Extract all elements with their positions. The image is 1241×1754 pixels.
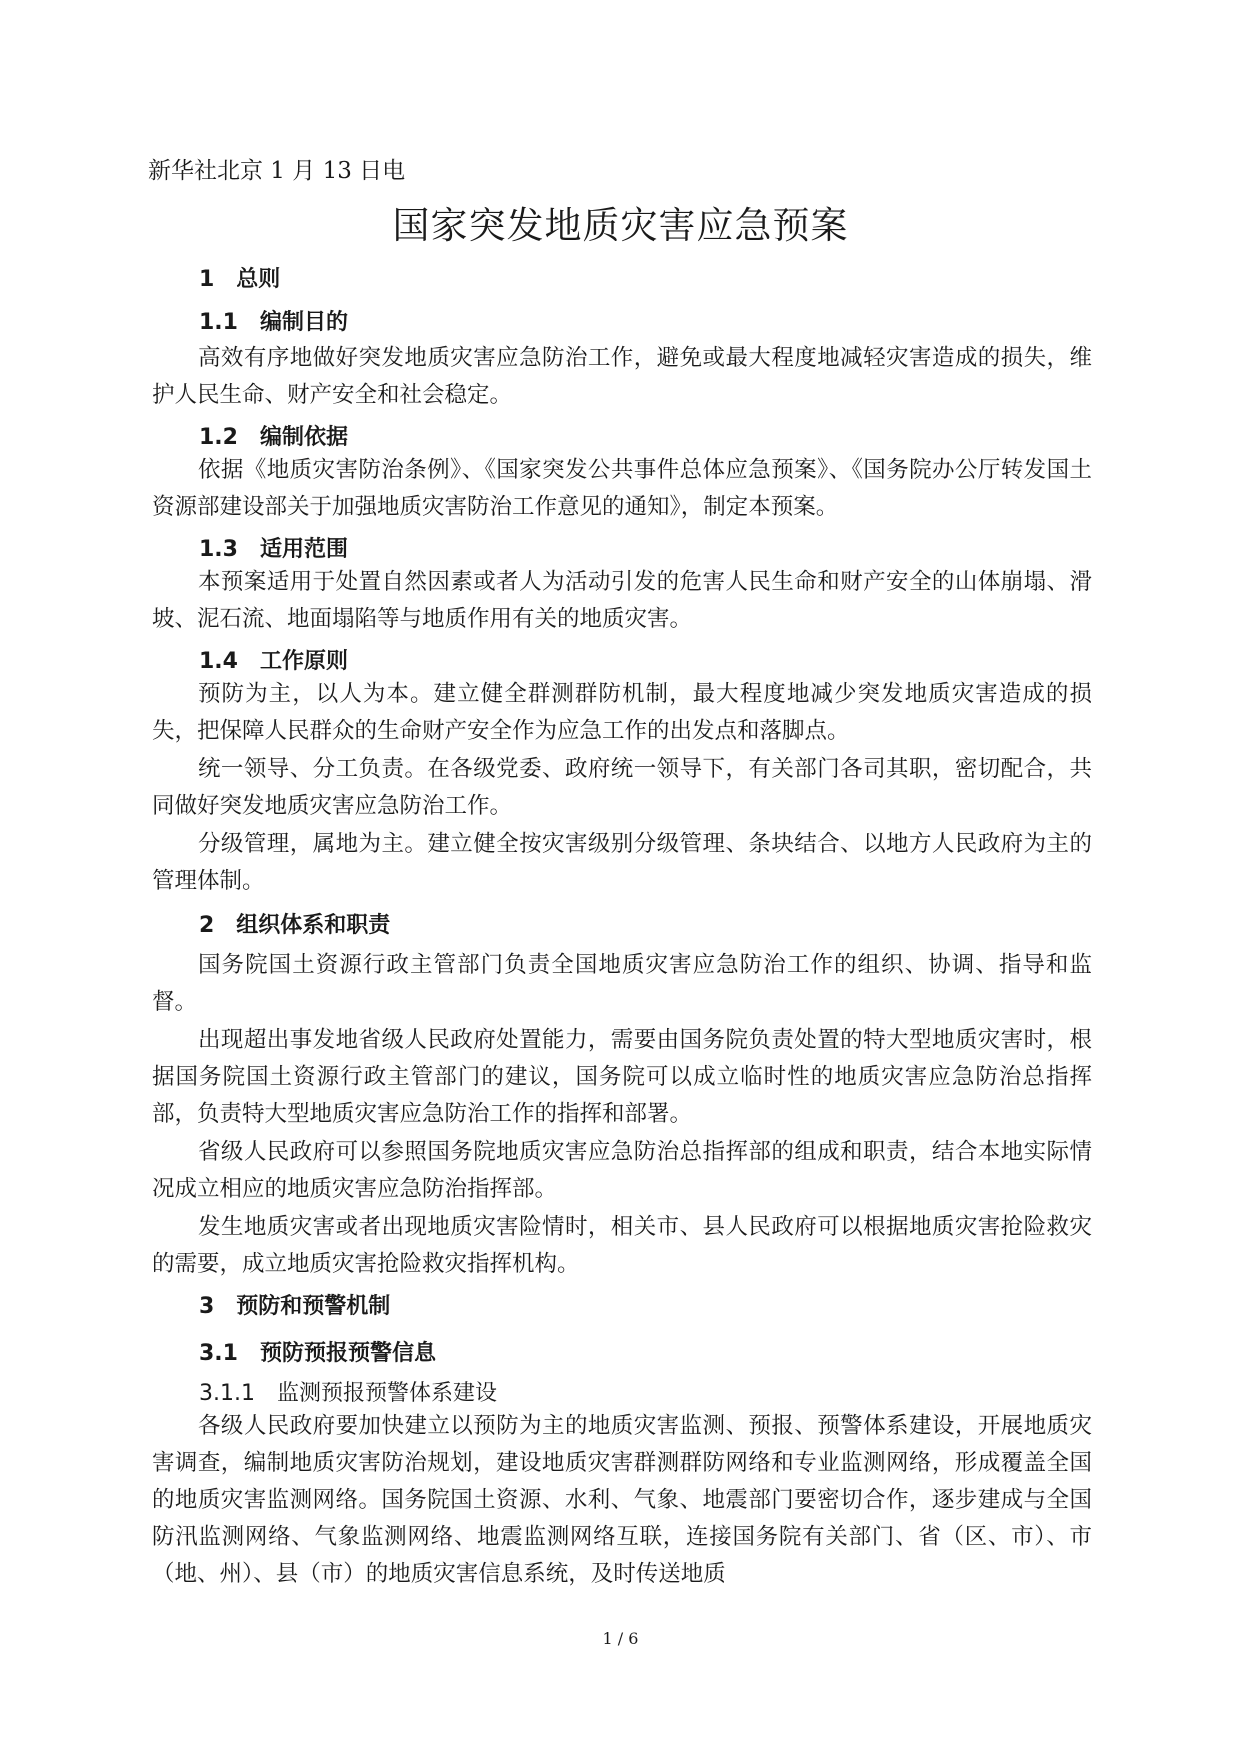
section-heading-3: 3 预防和预警机制 (199, 1294, 391, 1319)
page-number: 1 / 6 (602, 1629, 639, 1648)
paragraph-purpose: 高效有序地做好突发地质灾害应急防治工作，避免或最大程度地减轻灾害造成的损失，维护人民生命、财产安全和社会稳定。 (152, 345, 1092, 408)
section-heading-1-1: 1.1 编制目的 (199, 310, 348, 335)
paragraph-scope: 本预案适用于处置自然因素或者人为活动引发的危害人民生命和财产安全的山体崩塌、滑坡、泥石流、地面塌陷等与地质作用有关的地质灾害。 (152, 569, 1092, 632)
section-heading-2: 2 组织体系和职责 (199, 913, 391, 938)
section-heading-1-3: 1.3 适用范围 (199, 537, 348, 562)
paragraph-org-local: 发生地质灾害或者出现地质灾害险情时，相关市、县人民政府可以根据地质灾害抢险救灾的需要，成立地质灾害抢险救灾指挥机构。 (152, 1214, 1092, 1277)
dateline: 新华社北京 1 月 13 日电 (148, 158, 406, 184)
paragraph-org-provincial: 省级人民政府可以参照国务院地质灾害应急防治总指挥部的组成和职责，结合本地实际情况成立相应的地质灾害应急防治指挥部。 (152, 1139, 1092, 1202)
section-heading-3-1: 3.1 预防预报预警信息 (199, 1341, 436, 1366)
document-title: 国家突发地质灾害应急预案 (392, 204, 849, 247)
paragraph-org-ministry: 国务院国土资源行政主管部门负责全国地质灾害应急防治工作的组织、协调、指导和监督。 (152, 952, 1092, 1015)
section-heading-1-2: 1.2 编制依据 (199, 425, 348, 450)
paragraph-principle-management: 分级管理，属地为主。建立健全按灾害级别分级管理、条块结合、以地方人民政府为主的管理体制。 (152, 831, 1092, 894)
section-heading-3-1-1: 3.1.1 监测预报预警体系建设 (199, 1381, 497, 1406)
section-heading-1: 1 总则 (199, 267, 281, 292)
section-heading-1-4: 1.4 工作原则 (199, 649, 348, 674)
paragraph-principle-prevention: 预防为主，以人为本。建立健全群测群防机制，最大程度地减少突发地质灾害造成的损失，把保障人民群众的生命财产安全作为应急工作的出发点和落脚点。 (152, 681, 1092, 744)
paragraph-monitoring-system: 各级人民政府要加快建立以预防为主的地质灾害监测、预报、预警体系建设，开展地质灾害调查，编制地质灾害防治规划，建设地质灾害群测群防网络和专业监测网络，形成覆盖全国的地质灾害监测网络。国务院国土资源、水利、气象、地震部门要密切合作，逐步建成与全国防汛监测网络、气象监测网络、地震监测网络互联，连接国务院有关部门、省（区、市）、市（地、州）、县（市）的地质灾害信息系统，及时传送地质 (152, 1413, 1092, 1587)
paragraph-basis: 依据《地质灾害防治条例》、《国家突发公共事件总体应急预案》、《国务院办公厅转发国土资源部建设部关于加强地质灾害防治工作意见的通知》，制定本预案。 (152, 457, 1092, 520)
paragraph-org-headquarters: 出现超出事发地省级人民政府处置能力，需要由国务院负责处置的特大型地质灾害时，根据国务院国土资源行政主管部门的建议，国务院可以成立临时性的地质灾害应急防治总指挥部，负责特大型地质灾害应急防治工作的指挥和部署。 (152, 1027, 1092, 1127)
paragraph-principle-leadership: 统一领导、分工负责。在各级党委、政府统一领导下，有关部门各司其职，密切配合，共同做好突发地质灾害应急防治工作。 (152, 756, 1092, 819)
